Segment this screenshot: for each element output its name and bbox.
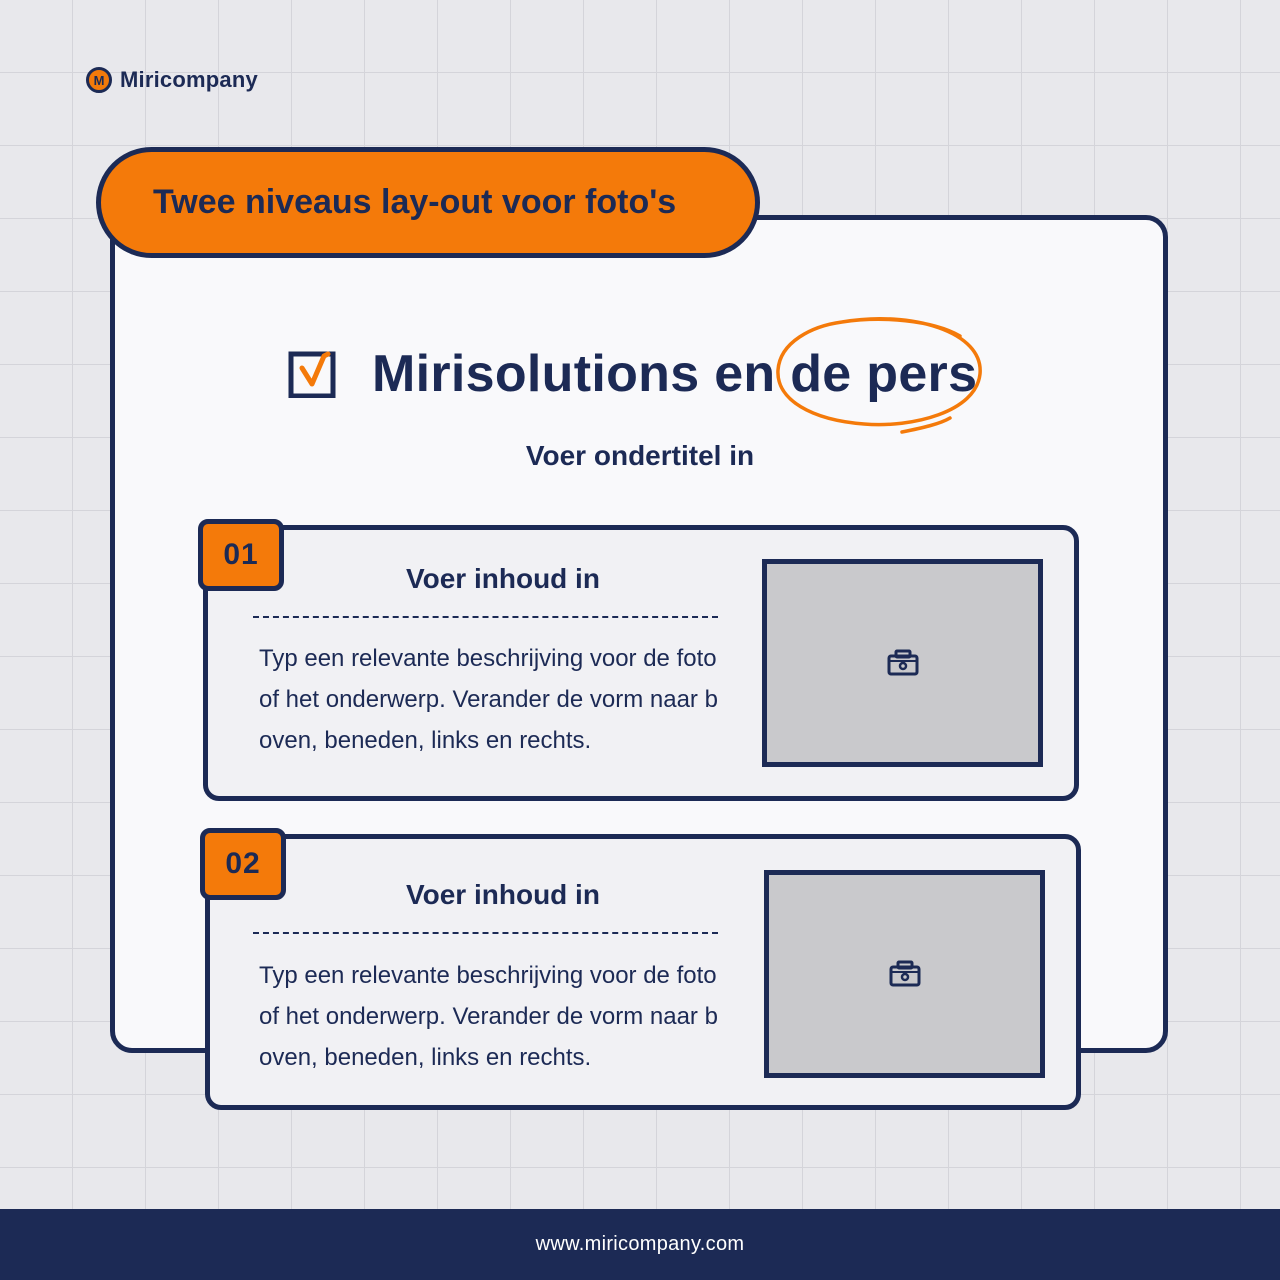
page-title: Mirisolutions en de pers (372, 345, 978, 403)
header-pill-label: Twee niveaus lay-out voor foto's (153, 183, 677, 221)
brand-logo-icon (86, 67, 112, 93)
item-divider-1 (253, 616, 718, 618)
brand-name: Miricompany (120, 67, 258, 92)
item-description-2: Typ een relevante beschrijving voor de foto of het onderwerp. Verander de vorm naar boven, beneden, links en rechts. (259, 962, 718, 1071)
brand (86, 67, 258, 93)
footer-url-link[interactable]: www.miricompany.com (535, 1233, 745, 1255)
item-heading-2: Voer inhoud in (406, 879, 600, 910)
item-divider-2 (253, 932, 718, 934)
checkbox-icon (288, 350, 336, 398)
header-pill (96, 147, 760, 258)
page-subtitle: Voer ondertitel in (525, 440, 755, 471)
item-heading-1: Voer inhoud in (406, 563, 600, 594)
highlight-circle-icon (772, 312, 988, 436)
camera-icon (889, 960, 921, 988)
item-number-1: 01 (223, 538, 259, 571)
photo-placeholder-1[interactable] (762, 559, 1043, 767)
item-description-1: Typ een relevante beschrijving voor de foto of het onderwerp. Verander de vorm naar boven, beneden, links en rechts. (259, 645, 718, 754)
camera-icon (887, 649, 919, 677)
footer (0, 1209, 1280, 1280)
photo-placeholder-2[interactable] (764, 870, 1045, 1078)
brand-logo-letter: M (93, 72, 105, 88)
item-number-2: 02 (225, 847, 261, 880)
